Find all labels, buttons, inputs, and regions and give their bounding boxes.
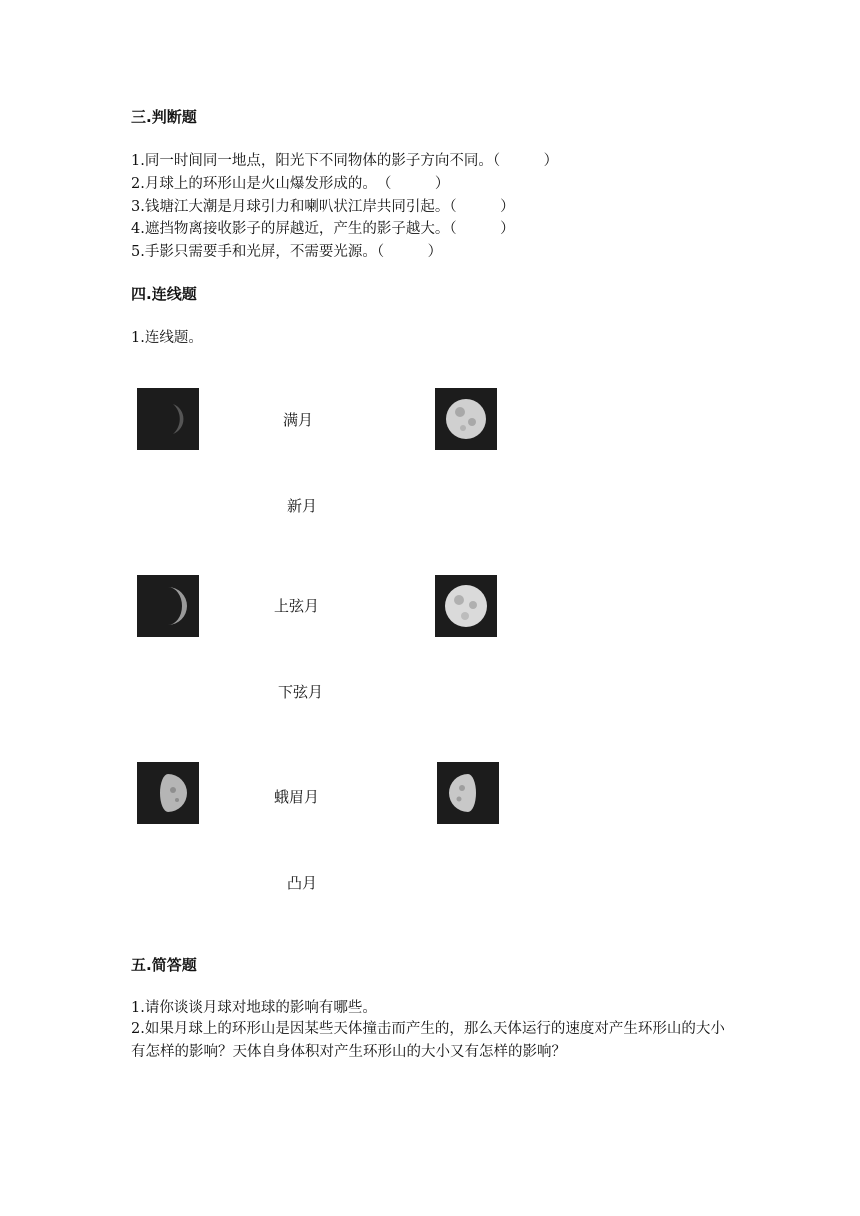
judge-item-3: 3.钱塘江大潮是月球引力和喇叭状江岸共同引起。（ ）	[131, 199, 515, 215]
judge-item-2: 2.月球上的环形山是火山爆发形成的。 （ ）	[131, 176, 450, 192]
section-4-title: 四.连线题	[131, 285, 197, 303]
right-crescent-moon-icon	[137, 575, 199, 637]
section-5-title: 五.简答题	[131, 956, 197, 974]
new-moon-thin-crescent-icon	[137, 388, 199, 450]
label-full-moon: 满月	[283, 411, 314, 429]
match-question: 1.连线题。	[131, 330, 203, 346]
full-moon-icon	[435, 388, 497, 450]
waning-gibbous-moon-icon	[437, 762, 499, 824]
waxing-gibbous-moon-icon	[137, 762, 199, 824]
judge-item-5: 5.手影只需要手和光屏，不需要光源。（ ）	[131, 244, 443, 260]
label-gibbous: 凸月	[287, 874, 318, 892]
label-first-quarter: 上弦月	[274, 597, 320, 615]
section-3-title: 三.判断题	[131, 108, 197, 126]
judge-item-4: 4.遮挡物离接收影子的屏越近，产生的影子越大。（ ）	[131, 221, 515, 237]
full-moon-icon	[435, 575, 497, 637]
label-last-quarter: 下弦月	[278, 683, 324, 701]
judge-item-1: 1.同一时间同一地点，阳光下不同物体的影子方向不同。（ ）	[131, 153, 559, 169]
short-answer-1: 1.请你谈谈月球对地球的影响有哪些。	[131, 1000, 377, 1016]
label-new-moon: 新月	[287, 497, 318, 515]
label-crescent: 蛾眉月	[274, 788, 320, 806]
short-answer-2: 2.如果月球上的环形山是因某些天体撞击而产生的，那么天体运行的速度对产生环形山的大小有怎样的影响？天体自身体积对产生环形山的大小又有怎样的影响？	[131, 1021, 725, 1060]
